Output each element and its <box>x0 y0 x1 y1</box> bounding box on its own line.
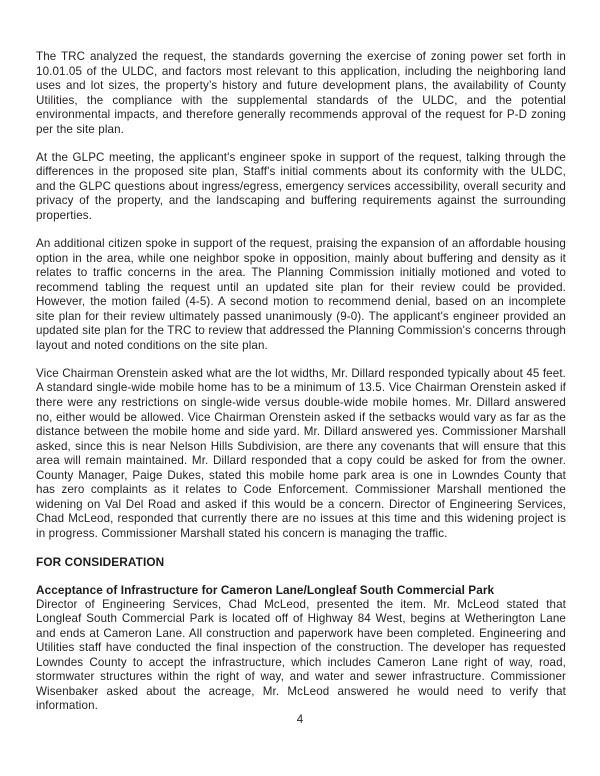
paragraph-commissioner-discussion: Vice Chairman Orenstein asked what are the lot widths, Mr. Dillard responded typically about 45 feet. A standard single-wide mobile home has to be a minimum of 13.5. Vice Chairman Orenstein asked if there were any restrictions on single-wide versus double-wide mobile homes. Mr. Dillard answered no, either would be allowed. Vice Chairman Orenstein asked if the setbacks would vary as far as the distance between the mobile home and side yard. Mr. Dillard answered yes. Commissioner Marshall asked, since this is near Nelson Hills Subdivision, are there any covenants that will ensure that this area will remain maintained. Mr. Dillard responded that a copy could be asked for from the owner. County Manager, Paige Dukes, stated this mobile home park area is one in Lowndes County that has zero complaints as it relates to Code Enforcement. Commissioner Marshall mentioned the widening on Val Del Road and asked if this would be a concern. Director of Engineering Services, Chad McLeod, responded that currently there are no issues at this time and this widening project is in progress. Commissioner Marshall stated his concern is managing the traffic. <box>36 366 566 540</box>
paragraph-glpc-meeting: At the GLPC meeting, the applicant's engineer spoke in support of the request, talking through the differences in the proposed site plan, Staff's initial comments about its conformity with the ULDC, and the GLPC questions about ingress/egress, emergency services accessibility, overall security and privacy of the property, and the landscaping and buffering requirements against the surrounding properties. <box>36 150 566 222</box>
agenda-item-title: Acceptance of Infrastructure for Cameron Lane/Longleaf South Commercial Park <box>36 583 495 597</box>
page-content <box>36 50 566 714</box>
paragraph-trc-analysis: The TRC analyzed the request, the standards governing the exercise of zoning power set forth in 10.01.05 of the ULDC, and factors most relevant to this application, including the neighboring land uses and lot sizes, the property’s history and future development plans, the availability of County Utilities, the compliance with the supplemental standards of the ULDC, and the potential environmental impacts, and therefore generally recommends approval of the request for P-D zoning per the site plan. <box>36 50 566 136</box>
page-number: 4 <box>296 713 304 726</box>
agenda-item-body: Director of Engineering Services, Chad McLeod, presented the item. Mr. McLeod stated that Longleaf South Commercial Park is located off of Highway 84 West, begins at Wetherington Lane and ends at Cameron Lane. All construction and paperwork have been completed. Engineering and Utilities staff have conducted the final inspection of the construction. The developer has requested Lowndes County to accept the infrastructure, which includes Cameron Lane right of way, road, stormwater structures within the right of way, and water and sewer infrastructure. Commissioner Wisenbaker asked about the acreage, Mr. McLeod answered he would need to verify that information. <box>36 597 566 713</box>
agenda-item-block <box>36 583 566 714</box>
section-heading-for-consideration: FOR CONSIDERATION <box>36 554 165 569</box>
paragraph-citizen-comment: An additional citizen spoke in support of the request, praising the expansion of an affordable housing option in the area, while one neighbor spoke in opposition, mainly about buffering and density as it relates to traffic concerns in the area. The Planning Commission initially motioned and voted to recommend tabling the request until an updated site plan for their review could be provided. However, the motion failed (4-5). A second motion to recommend denial, based on an incomplete site plan for their review ultimately passed unanimously (9-0). The applicant's engineer provided an updated site plan for the TRC to review that addressed the Planning Commission's concerns through layout and noted conditions on the site plan. <box>36 237 566 352</box>
